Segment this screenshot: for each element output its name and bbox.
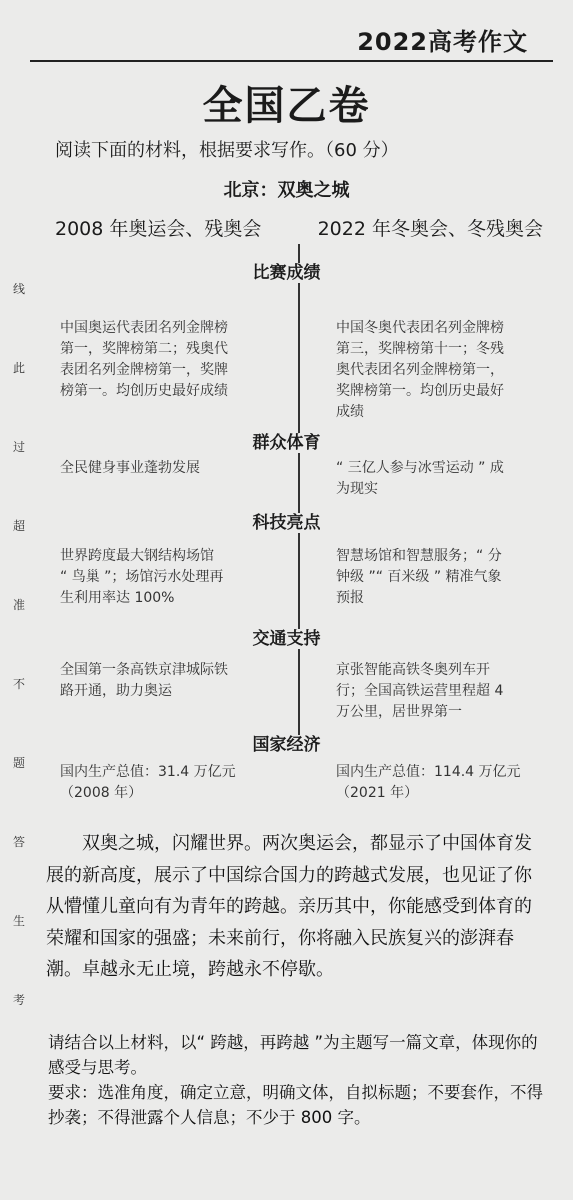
category-label: 群众体育	[247, 433, 327, 453]
cell-2008	[60, 660, 286, 702]
cell-2022	[336, 762, 562, 804]
cell-line: “ 鸟巢 ”；场馆污水处理再	[60, 569, 224, 585]
category-heading	[0, 730, 573, 755]
cell-2022	[336, 458, 562, 500]
category-label: 交通支持	[247, 629, 327, 649]
cell-2022	[336, 546, 562, 609]
cell-line: 中国冬奥代表团名列金牌榜	[336, 320, 504, 336]
cell-line: 榜第一。均创历史最好成绩	[60, 383, 228, 399]
category-heading	[0, 624, 573, 649]
binding-line-char: 不	[12, 677, 25, 691]
cell-2008	[60, 318, 286, 402]
binding-line-char: 此	[12, 361, 25, 375]
timeline-divider	[298, 244, 300, 742]
instruction-text: 阅读下面的材料，根据要求写作。（60 分）	[55, 140, 399, 161]
category-heading	[0, 258, 573, 283]
binding-line-char: 过	[12, 440, 25, 454]
material-passage: 双奥之城，闪耀世界。两次奥运会，都显示了中国体育发展的新高度，展示了中国综合国力的跨越式发展，也见证了你从懵懂儿童向有为青年的跨越。亲历其中，你能感受到体育的荣耀和国家的强盛；未来前行，你将融入民族复兴的澎湃春潮。卓越永无止境，跨越永不停歇。	[46, 833, 532, 980]
binding-line-char: 线	[12, 282, 25, 296]
left-column-heading: 2008 年奥运会、残奥会	[55, 218, 262, 240]
cell-line: 智慧场馆和智慧服务；“ 分	[336, 548, 502, 564]
right-column-heading: 2022 年冬奥会、冬残奥会	[317, 218, 543, 240]
category-heading	[0, 428, 573, 453]
category-label: 比赛成绩	[247, 263, 327, 283]
cell-line: 为现实	[336, 481, 378, 497]
cell-line: “ 三亿人参与冰雪运动 ” 成	[336, 460, 504, 476]
cell-line: 表团名列金牌榜第一，奖牌	[60, 362, 228, 378]
writing-prompt	[48, 1030, 548, 1130]
cell-2008	[60, 458, 286, 479]
cell-2022	[336, 660, 562, 723]
cell-line: 第三，奖牌榜第十一；冬残	[336, 341, 504, 357]
cell-line: （2008 年）	[60, 785, 143, 801]
exam-title: 全国乙卷	[202, 83, 371, 129]
cell-line: 全国第一条高铁京津城际铁	[60, 662, 228, 678]
cell-2008	[60, 762, 286, 804]
cell-line: 世界跨度最大钢结构场馆	[60, 548, 214, 564]
cell-line: 成绩	[336, 404, 364, 420]
cell-line: 国内生产总值：114.4 万亿元	[336, 764, 521, 780]
year-title: 2022高考作文	[357, 28, 528, 56]
cell-line: 路开通，助力奥运	[60, 683, 172, 699]
binding-line-char: 答	[12, 835, 25, 849]
cell-line: 预报	[336, 590, 364, 606]
cell-line: 国内生产总值：31.4 万亿元	[60, 764, 236, 780]
category-heading	[0, 508, 573, 533]
binding-line-char: 准	[12, 598, 25, 612]
prompt-task: 请结合以上材料，以“ 跨越，再跨越 ”为主题写一篇文章，体现你的感受与思考。	[48, 1033, 538, 1077]
cell-line: 万公里，居世界第一	[336, 704, 462, 720]
cell-2008	[60, 546, 286, 609]
material-title: 北京：双奥之城	[223, 180, 350, 201]
category-label: 国家经济	[247, 735, 327, 755]
prompt-requirements: 要求：选准角度，确定立意，明确文体，自拟标题；不要套作，不得抄袭；不得泄露个人信息；不少于 800 字。	[48, 1083, 543, 1127]
cell-line: 钟级 ”“ 百米级 ” 精准气象	[336, 569, 502, 585]
cell-line: 生利用率达 100%	[60, 590, 175, 606]
cell-line: 中国奥运代表团名列金牌榜	[60, 320, 228, 336]
cell-line: （2021 年）	[336, 785, 419, 801]
category-label: 科技亮点	[247, 513, 327, 533]
cell-2022	[336, 318, 562, 423]
cell-line: 第一，奖牌榜第二；残奥代	[60, 341, 228, 357]
binding-line-char: 题	[12, 756, 25, 770]
cell-line: 奖牌榜第一。均创历史最好	[336, 383, 504, 399]
binding-line-char: 生	[12, 914, 25, 928]
binding-line-char: 考	[12, 993, 25, 1007]
header-rule	[30, 60, 553, 62]
cell-line: 京张智能高铁冬奥列车开	[336, 662, 490, 678]
cell-line: 行；全国高铁运营里程超 4	[336, 683, 504, 699]
cell-line: 奥代表团名列金牌榜第一，	[336, 362, 504, 378]
cell-line: 全民健身事业蓬勃发展	[60, 460, 200, 476]
binding-line-char: 超	[12, 519, 25, 533]
